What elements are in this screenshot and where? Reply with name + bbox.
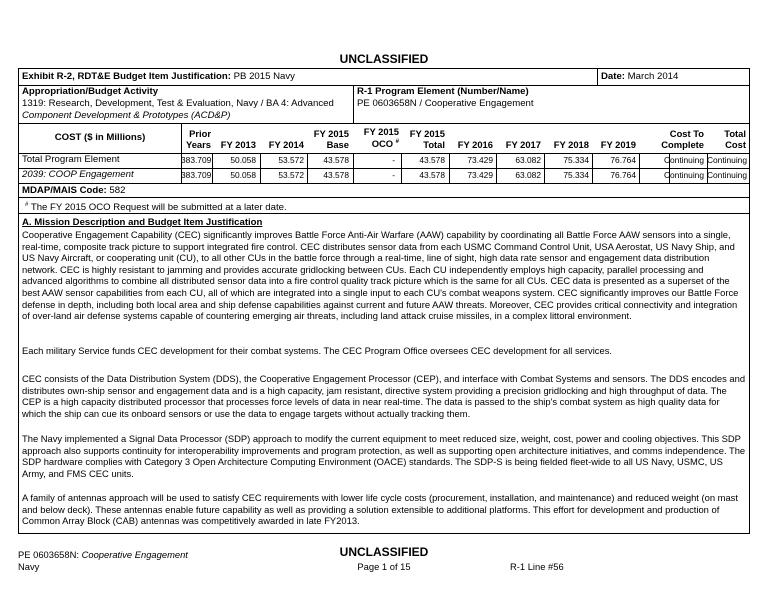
classification-banner-top: UNCLASSIFIED bbox=[339, 52, 429, 66]
mdap-label: MDAP/MAIS Code: bbox=[22, 185, 107, 196]
header-fy2015-oco: FY 2015 OCO # bbox=[363, 126, 399, 150]
date-value: March 2014 bbox=[625, 71, 679, 82]
budget-exhibit-frame bbox=[18, 68, 750, 534]
header-fy2015-total: FY 2015 Total bbox=[409, 128, 445, 150]
footer-pe-number: PE 0603658N: bbox=[18, 549, 79, 560]
footer-page-number: Page 1 of 15 bbox=[357, 561, 411, 572]
program-element-label: R-1 Program Element (Number/Name) bbox=[357, 86, 529, 97]
cell-cost-to-complete: Continuing bbox=[663, 155, 704, 165]
cell-fy2015-total: 43.578 bbox=[419, 170, 445, 180]
footer-r1-line: R-1 Line #56 bbox=[510, 561, 564, 572]
footer-service: Navy bbox=[18, 561, 40, 572]
cell-fy2017: 63.082 bbox=[515, 170, 541, 180]
section-a-paragraph-4: The Navy implemented a Signal Data Processor (SDP) approach to modify the current equipment to meet reduced size, weight, cost, power and cooling objectives. This SDP approach also supports continuity for interoperability improvements and program protection, as well as supporting open architecture initiatives, and comms independence. The SDP hardware complies with Category 3 Open Architecture Computing Environment (OACE) standards. The SDP-S is being fielded fleet-wide to all US Navy, USMC, US Army, and FMS CEC units. bbox=[22, 433, 746, 479]
program-element-value: PE 0603658N / Cooperative Engagement bbox=[357, 98, 534, 109]
header-fy2018: FY 2018 bbox=[553, 139, 589, 150]
cell-fy2015-oco: - bbox=[392, 155, 395, 165]
exhibit-prefix: Exhibit R-2 bbox=[22, 71, 73, 82]
cell-fy2013: 50.058 bbox=[230, 170, 256, 180]
footnote-mark: # bbox=[25, 202, 29, 208]
footer-pe-name: Cooperative Engagement bbox=[78, 549, 188, 560]
appropriation-line2: Component Development & Prototypes (ACD&P) bbox=[22, 110, 231, 121]
cell-fy2016: 73.429 bbox=[467, 155, 493, 165]
section-a-heading: A. Mission Description and Budget Item Justification bbox=[22, 217, 263, 228]
header-fy2019: FY 2019 bbox=[600, 139, 636, 150]
cell-fy2015-oco: - bbox=[392, 170, 395, 180]
cell-total-cost: Continuing bbox=[706, 155, 747, 165]
exhibit-title-text: , RDT&E Budget Item Justification: bbox=[72, 71, 231, 82]
cell-prior: 383.709 bbox=[181, 155, 212, 165]
cell-cost-to-complete: Continuing bbox=[663, 170, 704, 180]
cell-fy2013: 50.058 bbox=[230, 155, 256, 165]
header-fy2017: FY 2017 bbox=[505, 139, 541, 150]
section-a-paragraph-1: Cooperative Engagement Capability (CEC) significantly improves Battle Force Anti-Air Warfare (AAW) capability by coordinating all Battle Force AAW sensors into a single, real-time, composite track picture to support integrated fire control. CEC distributes sensor data from each USMC Command Control Unit, USA Aerostat, US Navy Ship, and US Navy Aircraft, or cooperating unit (CU), to all other CUs in the battle force through a real-time, line of sight, high data rate sensor and engagement data distribution network. CEC is highly resistant to jamming and provides accurate gridlocking between CUs. Each CU independently employs high capacity, parallel processing and advanced algorithms to combine all distributed sensor data into a fire control quality track picture which is the same for all CUs. CEC data is presented as a superset of the best AAW sensor capabilities from each CU, all of which are integrated into a single input to each CU's combat weapons system. CEC significantly improves our Battle Force defense in depth, including both local area and ship defense capabilities against current and future AAW threats. Moreover, CEC provides critical connectivity and integration of over-land air defense systems capable of countering emerging air threats, including land attack cruise missiles, in a complex littoral environment. bbox=[22, 229, 739, 322]
header-cost-to-complete: Cost To Complete bbox=[661, 128, 704, 150]
header-fy2013: FY 2013 bbox=[220, 139, 256, 150]
classification-banner-bottom: UNCLASSIFIED bbox=[339, 545, 429, 559]
exhibit-date bbox=[601, 71, 678, 83]
row-label: 2039: COOP Engagement bbox=[22, 169, 134, 180]
header-fy2014: FY 2014 bbox=[268, 139, 304, 150]
mdap-value: 582 bbox=[106, 185, 126, 196]
cell-fy2019: 76.764 bbox=[610, 170, 636, 180]
cell-fy2016: 73.429 bbox=[467, 170, 493, 180]
cell-prior: 383.709 bbox=[181, 170, 212, 180]
appropriation-label: Appropriation/Budget Activity bbox=[22, 86, 159, 97]
cell-fy2015-base: 43.578 bbox=[323, 170, 349, 180]
cell-total-cost: Continuing bbox=[706, 170, 747, 180]
cell-fy2014: 53.572 bbox=[278, 170, 304, 180]
exhibit-value: PB 2015 Navy bbox=[230, 71, 295, 82]
cell-fy2015-total: 43.578 bbox=[419, 155, 445, 165]
mdap-code bbox=[22, 185, 125, 197]
section-a-paragraph-3: CEC consists of the Data Distribution System (DDS), the Cooperative Engagement Processor (CEP), and interface with Combat Systems and sensors. The DDS encodes and distributes own-ship sensor and engagement data and is a high capacity, jam resistant, directive system providing a precision gridlocking and high throughput of data. The CEP is a high capacity distributed processor that processes force levels of data in near real-time. The data is passed to the ship's combat system as high quality data for which the ship can cue its onboard sensors or use the data to engage targets without actually tracking them. bbox=[22, 373, 746, 419]
cell-fy2014: 53.572 bbox=[278, 155, 304, 165]
header-fy2016: FY 2016 bbox=[457, 139, 493, 150]
cell-fy2019: 76.764 bbox=[610, 155, 636, 165]
header-fy2015-base: FY 2015 Base bbox=[313, 128, 349, 150]
section-a-paragraph-2: Each military Service funds CEC development for their combat systems. The CEC Program Office oversees CEC development for all services. bbox=[22, 345, 612, 356]
cell-fy2017: 63.082 bbox=[515, 155, 541, 165]
footnote-text: The FY 2015 OCO Request will be submitted at a later date. bbox=[28, 202, 287, 214]
section-a-paragraph-5: A family of antennas approach will be used to satisfy CEC requirements with lower life cycle costs (procurement, installation, and maintenance) and reduced weight (on mast and below deck). These antennas enable future capability as well as providing a solution extensible to additional platforms. This effort for development and production of Common Array Block (CAB) antennas was competitively awarded in late FY2013. bbox=[22, 492, 738, 527]
cost-column-header: COST ($ in Millions) bbox=[54, 132, 146, 143]
row-label: Total Program Element bbox=[22, 154, 120, 165]
oco-footnote bbox=[25, 199, 287, 214]
exhibit-title bbox=[22, 71, 295, 83]
cell-fy2015-base: 43.578 bbox=[323, 155, 349, 165]
header-total-cost: Total Cost bbox=[724, 128, 746, 150]
cell-fy2018: 75.334 bbox=[563, 155, 589, 165]
appropriation-line1: 1319: Research, Development, Test & Evaluation, Navy / BA 4: Advanced bbox=[22, 98, 334, 109]
header-prior-years: Prior Years bbox=[185, 128, 211, 150]
cell-fy2018: 75.334 bbox=[563, 170, 589, 180]
date-label: Date: bbox=[601, 71, 625, 82]
